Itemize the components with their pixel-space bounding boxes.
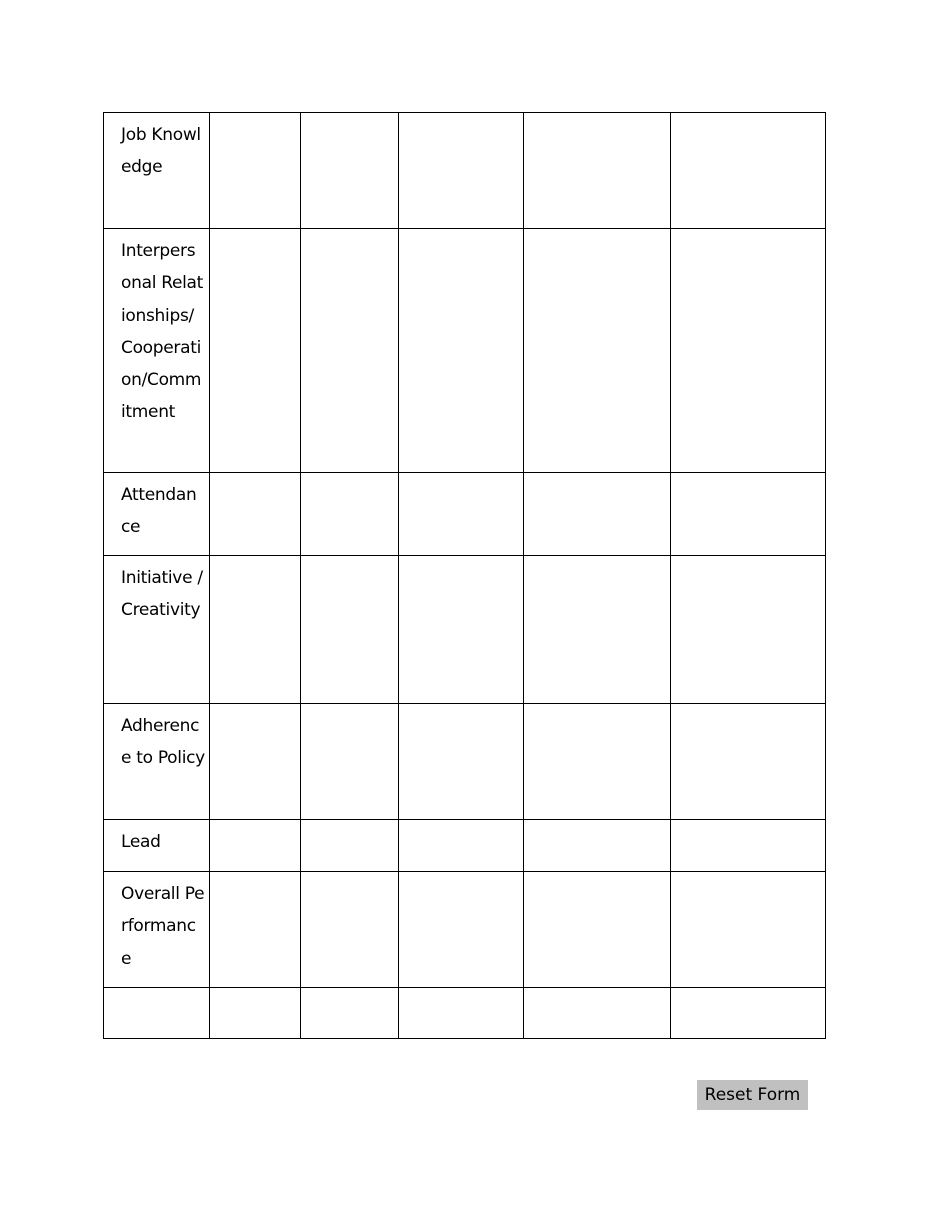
rating-cell[interactable] [524, 473, 671, 556]
row-label-adherence-to-policy: Adherence to Policy [104, 704, 210, 820]
rating-cell[interactable] [524, 113, 671, 229]
rating-cell[interactable] [399, 820, 524, 872]
rating-cell[interactable] [301, 113, 399, 229]
table-row [104, 820, 826, 872]
row-label-attendance: Attendance [104, 473, 210, 556]
rating-cell[interactable] [399, 872, 524, 988]
rating-cell[interactable] [524, 229, 671, 473]
rating-cell[interactable] [301, 872, 399, 988]
table-row [104, 872, 826, 988]
row-label-lead: Lead [104, 820, 210, 872]
rating-cell[interactable] [301, 556, 399, 704]
row-label-interpersonal-relationships: Interpersonal Relationships/Cooperation/Commitment [104, 229, 210, 473]
rating-cell[interactable] [671, 473, 826, 556]
rating-cell[interactable] [671, 113, 826, 229]
rating-cell[interactable] [210, 988, 301, 1039]
rating-cell[interactable] [210, 473, 301, 556]
rating-cell[interactable] [210, 872, 301, 988]
rating-cell[interactable] [399, 988, 524, 1039]
rating-cell[interactable] [671, 704, 826, 820]
rating-cell[interactable] [301, 988, 399, 1039]
rating-cell[interactable] [210, 113, 301, 229]
table-row [104, 229, 826, 473]
rating-cell[interactable] [301, 704, 399, 820]
rating-cell[interactable] [524, 556, 671, 704]
rating-cell[interactable] [399, 113, 524, 229]
rating-cell[interactable] [301, 820, 399, 872]
rating-cell[interactable] [524, 988, 671, 1039]
reset-form-button[interactable]: Reset Form [697, 1080, 808, 1110]
table-row [104, 473, 826, 556]
rating-cell[interactable] [524, 704, 671, 820]
rating-cell[interactable] [210, 820, 301, 872]
table-row [104, 113, 826, 229]
rating-cell[interactable] [399, 229, 524, 473]
row-label-overall-performance: Overall Performance [104, 872, 210, 988]
table-row [104, 704, 826, 820]
rating-cell[interactable] [671, 229, 826, 473]
rating-cell[interactable] [671, 556, 826, 704]
table-row [104, 988, 826, 1039]
rating-cell[interactable] [210, 229, 301, 473]
rating-cell[interactable] [399, 556, 524, 704]
rating-cell[interactable] [671, 988, 826, 1039]
rating-cell[interactable] [210, 556, 301, 704]
rating-cell[interactable] [524, 820, 671, 872]
rating-cell[interactable] [524, 872, 671, 988]
table-row [104, 556, 826, 704]
rating-cell[interactable] [671, 820, 826, 872]
rating-cell[interactable] [399, 704, 524, 820]
rating-cell[interactable] [210, 704, 301, 820]
row-label-job-knowledge: Job Knowledge [104, 113, 210, 229]
row-label-initiative-creativity: Initiative / Creativity [104, 556, 210, 704]
rating-cell[interactable] [671, 872, 826, 988]
rating-cell[interactable] [301, 473, 399, 556]
rating-cell[interactable] [399, 473, 524, 556]
evaluation-table [103, 112, 826, 1039]
rating-cell[interactable] [301, 229, 399, 473]
row-label-blank[interactable] [104, 988, 210, 1039]
